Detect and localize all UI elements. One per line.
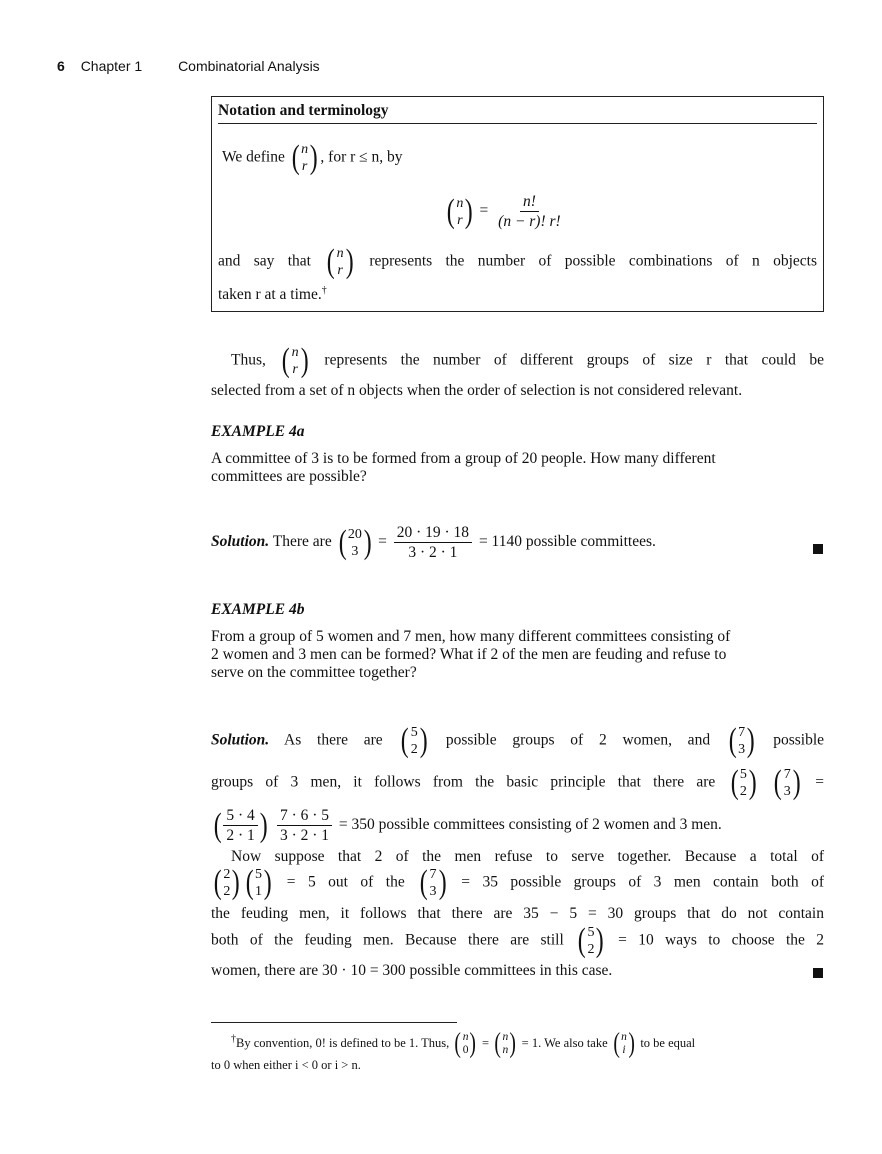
- running-head: [57, 58, 320, 74]
- dagger-mark: †: [321, 285, 327, 296]
- sol-4b-line1: Solution. As there are ( 5 2 ) possible groups of 2 women, and ( 7 3 ) possible: [211, 722, 825, 759]
- box-last-line: taken r at a time.†: [218, 285, 327, 304]
- box-say-line: [218, 245, 817, 279]
- fraction-20-19-18: $\frac{20 \cdot 19 \cdot 18}{3 \cdot 2 \cdot 1}$: [394, 524, 472, 561]
- binom-5-2-c: ( 5 2 ): [577, 922, 605, 959]
- binom-n-n: ( n n ): [494, 1028, 517, 1059]
- binom-7-3: ( 7 3 ): [728, 722, 755, 759]
- example-4a-line2: committees are possible?: [211, 468, 367, 485]
- define-post: , for r ≤ n, by: [320, 148, 403, 166]
- define-pre: We define: [222, 148, 285, 166]
- chapter-label: Chapter 1: [80, 58, 143, 74]
- binom-5-1: ( 5 1 ): [245, 864, 272, 901]
- footnote-line2: to 0 when either i < 0 or i > n.: [211, 1058, 361, 1072]
- sol-4b-line7: both of the feuding men. Because there are still ( 5 2 ) = 10 ways to choose the 2: [211, 922, 825, 959]
- binom-5-2: ( 5 2 ): [401, 722, 428, 759]
- binom-n-r: ( n r ): [291, 139, 318, 176]
- sol-4b-line6: the feuding men, it follows that there are 35 − 5 = 30 groups that do not contain: [211, 905, 824, 922]
- page-number: 6: [57, 58, 65, 74]
- box-title: Notation and terminology: [218, 97, 817, 124]
- notation-box: [211, 96, 824, 312]
- binom-say: ( n r ): [327, 243, 354, 280]
- fraction-7-6-5: $\frac{7 \cdot 6 \cdot 5}{3 \cdot 2 \cdot 1}$: [277, 807, 332, 844]
- para1-line1: Thus, ( n r ) represents the number of different groups of size r that could be: [231, 342, 824, 379]
- qed-4a: [813, 541, 823, 559]
- binom-2-2: ( 2 2 ): [213, 864, 240, 901]
- example-4b-line1: From a group of 5 women and 7 men, how many different committees consisting of: [211, 628, 731, 645]
- example-4b-heading: EXAMPLE 4b: [211, 601, 305, 618]
- sol-4b-line5: ( 2 2 ) ( 5 1 ) = 5 out of the ( 7 3 ) = 35 possible groups of 3 men contain both of: [213, 864, 825, 901]
- say-post: represents the number of possible combinations of n objects: [369, 252, 817, 270]
- footnote-line1: †By convention, 0! is defined to be 1. Thus, ( n 0 ) = ( n n ) = 1. We also take ( n i ) to be equal: [231, 1028, 696, 1059]
- paren-fraction: ( $\frac{5 \cdot 4}{2 \cdot 1}$ ): [213, 806, 268, 844]
- chapter-title: Combinatorial Analysis: [178, 58, 320, 74]
- binom-7-3-b: ( 7 3 ): [774, 764, 801, 801]
- example-4a-heading: EXAMPLE 4a: [211, 423, 305, 440]
- box-formula: ( n r ) = $\frac{n!}{(n - r)! r!}$: [444, 193, 567, 230]
- binom-5-2-b: ( 5 2 ): [730, 764, 757, 801]
- qed-4b: [813, 965, 823, 983]
- sol-4b-line2: groups of 3 men, it follows from the basic principle that there are ( 5 2 ) ( 7 3 ) =: [211, 764, 824, 801]
- example-4a-solution: Solution. There are ( 20 3 ) = $\frac{20 \cdot 19 \cdot 18}{3 \cdot 2 \cdot 1}$ = 1140 possible committees.: [211, 523, 656, 561]
- binom-formula: ( n r ): [446, 192, 473, 230]
- formula-fraction: $\frac{n!}{(n - r)! r!}$: [498, 193, 561, 230]
- binom-n-i: ( n i ): [613, 1028, 635, 1059]
- example-4b-line3: serve on the committee together?: [211, 664, 417, 681]
- example-4b-line2: 2 women and 3 men can be formed? What if 2 of the men are feuding and refuse to: [211, 646, 727, 663]
- sol-4b-line4: Now suppose that 2 of the men refuse to serve together. Because a total of: [231, 848, 824, 865]
- sol-4b-line3: ( $\frac{5 \cdot 4}{2 \cdot 1}$ ) $\frac{7 \cdot 6 \cdot 5}{3 \cdot 2 \cdot 1}$ = 350 possible committees consisting of 2 women and 3 men.: [213, 806, 722, 844]
- sol-4b-line8: women, there are 30 · 10 = 300 possible committees in this case.: [211, 962, 613, 979]
- binom-n-0: ( n 0 ): [454, 1028, 477, 1059]
- binom-para: ( n r ): [282, 342, 309, 379]
- box-define-line: [222, 141, 403, 175]
- say-pre: and say that: [218, 252, 311, 270]
- binom-20-3: ( 20 3 ): [338, 523, 372, 561]
- binom-7-3-c: ( 7 3 ): [419, 864, 447, 901]
- footnote-rule: [211, 1022, 457, 1023]
- para1-line2: selected from a set of n objects when the order of selection is not considered relevant.: [211, 382, 743, 399]
- example-4a-line1: A committee of 3 is to be formed from a group of 20 people. How many different: [211, 450, 716, 467]
